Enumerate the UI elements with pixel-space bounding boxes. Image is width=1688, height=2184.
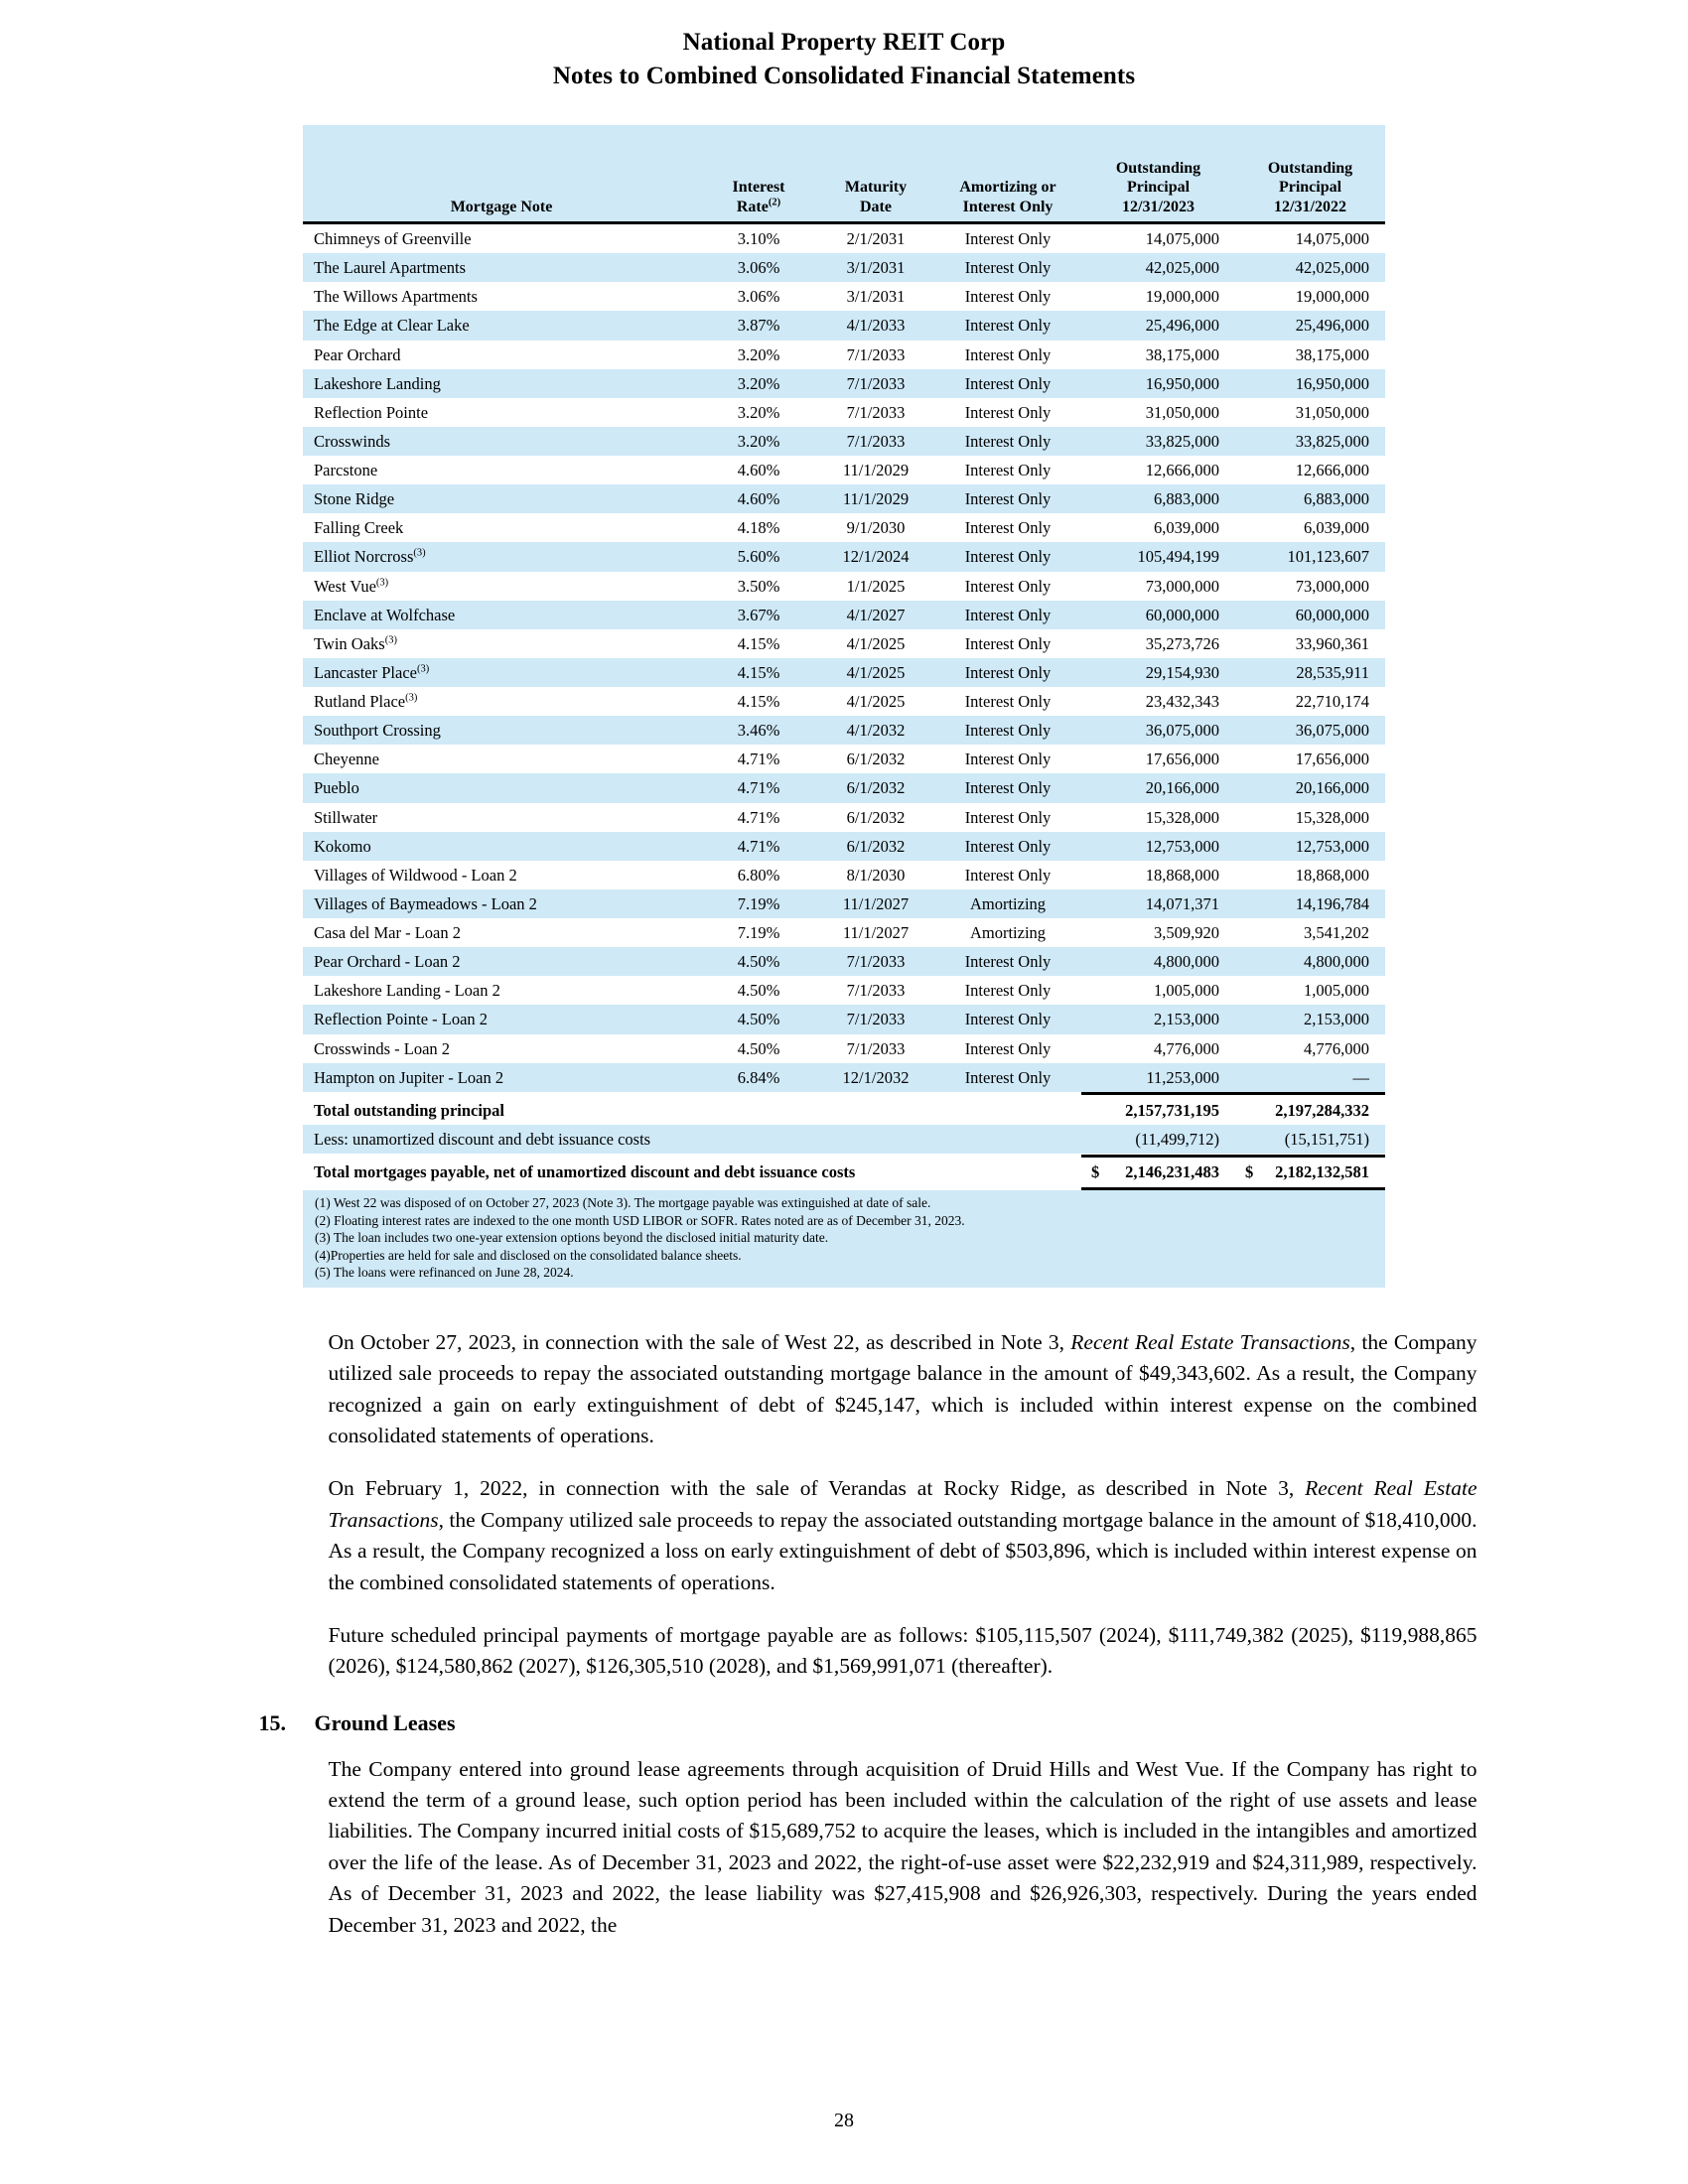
cell-amortizing-type: Interest Only xyxy=(934,832,1081,861)
cell-interest-rate: 7.19% xyxy=(700,889,817,918)
col-header-outstanding-principal-2023: Outstanding Principal 12/31/2023 xyxy=(1081,159,1235,220)
cell-amortizing-type: Interest Only xyxy=(934,282,1081,311)
cell-principal-2022: 3,541,202 xyxy=(1235,918,1385,947)
footnote-marker: (3) xyxy=(405,692,418,704)
table-row[interactable] xyxy=(303,832,1385,861)
cell-interest-rate: 3.46% xyxy=(700,716,817,745)
cell-principal-2022: 18,868,000 xyxy=(1235,861,1385,889)
table-row[interactable] xyxy=(303,513,1385,542)
less-unamortized-row xyxy=(303,1125,1385,1154)
cell-interest-rate: 4.50% xyxy=(700,1034,817,1063)
cell-principal-2022: 4,776,000 xyxy=(1235,1034,1385,1063)
cell-principal-2022: 28,535,911 xyxy=(1235,658,1385,687)
value-total-principal-2022: 2,197,284,332 xyxy=(1235,1096,1385,1125)
cell-principal-2022: 31,050,000 xyxy=(1235,398,1385,427)
cell-principal-2023: 4,800,000 xyxy=(1081,947,1235,976)
section-number: 15. xyxy=(258,1709,286,1735)
total-outstanding-principal-row xyxy=(303,1096,1385,1125)
table-row[interactable] xyxy=(303,282,1385,311)
cell-amortizing-type: Interest Only xyxy=(934,947,1081,976)
cell-maturity-date: 12/1/2032 xyxy=(817,1063,934,1092)
cell-interest-rate: 3.87% xyxy=(700,311,817,340)
value-total-principal-2023: 2,157,731,195 xyxy=(1081,1096,1235,1125)
cell-principal-2023: 38,175,000 xyxy=(1081,341,1235,369)
cell-interest-rate: 4.60% xyxy=(700,484,817,513)
cell-interest-rate: 4.50% xyxy=(700,1005,817,1033)
note-reference-italic-2: Recent Real Estate Transactions xyxy=(328,1476,1477,1532)
cell-maturity-date: 7/1/2033 xyxy=(817,976,934,1005)
table-row[interactable] xyxy=(303,687,1385,716)
cell-maturity-date: 9/1/2030 xyxy=(817,513,934,542)
table-row[interactable] xyxy=(303,1005,1385,1033)
cell-amortizing-type: Interest Only xyxy=(934,1034,1081,1063)
footnote-marker: (3) xyxy=(384,634,397,646)
cell-maturity-date: 11/1/2027 xyxy=(817,918,934,947)
cell-principal-2023: 20,166,000 xyxy=(1081,773,1235,802)
cell-maturity-date: 4/1/2032 xyxy=(817,716,934,745)
cell-principal-2022: 16,950,000 xyxy=(1235,369,1385,398)
col-header-amortizing-or-interest-only: Amortizing or Interest Only xyxy=(934,159,1081,220)
table-row[interactable] xyxy=(303,224,1385,253)
footnote-marker: (3) xyxy=(375,577,389,589)
cell-mortgage-note: Stone Ridge xyxy=(303,484,700,513)
cell-principal-2023: 2,153,000 xyxy=(1081,1005,1235,1033)
cell-maturity-date: 4/1/2033 xyxy=(817,311,934,340)
cell-mortgage-note: The Laurel Apartments xyxy=(303,253,700,282)
cell-interest-rate: 7.19% xyxy=(700,918,817,947)
cell-interest-rate: 3.20% xyxy=(700,427,817,456)
cell-principal-2022: 17,656,000 xyxy=(1235,745,1385,773)
cell-interest-rate: 3.10% xyxy=(700,224,817,253)
cell-interest-rate: 3.67% xyxy=(700,601,817,629)
cell-principal-2023: 29,154,930 xyxy=(1081,658,1235,687)
cell-amortizing-type: Interest Only xyxy=(934,745,1081,773)
cell-principal-2023: 23,432,343 xyxy=(1081,687,1235,716)
cell-principal-2023: 35,273,726 xyxy=(1081,629,1235,658)
cell-principal-2023: 11,253,000 xyxy=(1081,1063,1235,1092)
cell-mortgage-note: Pear Orchard xyxy=(303,341,700,369)
cell-amortizing-type: Interest Only xyxy=(934,398,1081,427)
paragraph-ground-leases: The Company entered into ground lease agreements through acquisition of Druid Hills and West Vue. If the Company has right to extend the term of a ground lease, such option period has been included within the calculation of the right of use assets and lease liabilities. The Company incurred initial costs of $15,689,752 to acquire the leases, which is included in the intangibles and amortized over the life of the lease. As of December 31, 2023 and 2022, the right-of-use asset were $22,232,919 and $24,311,989, respectively. As of December 31, 2023 and 2022, the lease liability was $27,415,908 and $26,926,303, respectively. During the years ended December 31, 2023 and 2022, the xyxy=(328,1756,1477,1937)
cell-maturity-date: 7/1/2033 xyxy=(817,1034,934,1063)
cell-amortizing-type: Interest Only xyxy=(934,716,1081,745)
table-row[interactable] xyxy=(303,976,1385,1005)
cell-maturity-date: 4/1/2025 xyxy=(817,687,934,716)
cell-mortgage-note: Reflection Pointe xyxy=(303,398,700,427)
cell-interest-rate: 4.71% xyxy=(700,745,817,773)
cell-amortizing-type: Interest Only xyxy=(934,629,1081,658)
cell-maturity-date: 11/1/2029 xyxy=(817,484,934,513)
label-total-outstanding-principal: Total outstanding principal xyxy=(303,1096,1081,1125)
cell-mortgage-note: Crosswinds xyxy=(303,427,700,456)
cell-interest-rate: 4.50% xyxy=(700,947,817,976)
cell-amortizing-type: Interest Only xyxy=(934,1005,1081,1033)
note-reference-italic-1: Recent Real Estate Transactions xyxy=(1070,1329,1350,1354)
cell-mortgage-note: Falling Creek xyxy=(303,513,700,542)
cell-principal-2023: 105,494,199 xyxy=(1081,542,1235,571)
cell-mortgage-note: Southport Crossing xyxy=(303,716,700,745)
cell-principal-2022: 20,166,000 xyxy=(1235,773,1385,802)
cell-principal-2023: 4,776,000 xyxy=(1081,1034,1235,1063)
col-header-interest-rate: Interest Rate$^{(2)}$ xyxy=(700,159,817,220)
cell-mortgage-note: Villages of Wildwood - Loan 2 xyxy=(303,861,700,889)
cell-amortizing-type: Interest Only xyxy=(934,341,1081,369)
cell-maturity-date: 6/1/2032 xyxy=(817,832,934,861)
table-row[interactable] xyxy=(303,542,1385,571)
footnote-marker: (3) xyxy=(413,547,426,559)
cell-maturity-date: 2/1/2031 xyxy=(817,224,934,253)
cell-maturity-date: 6/1/2032 xyxy=(817,803,934,832)
label-total-mortgages-payable: Total mortgages payable, net of unamortized discount and debt issuance costs xyxy=(303,1158,1081,1186)
cell-amortizing-type: Interest Only xyxy=(934,542,1081,571)
company-title: National Property REIT Corp xyxy=(682,29,1006,56)
table-footnotes xyxy=(303,1190,1385,1288)
section-title: Ground Leases xyxy=(314,1709,456,1735)
cell-principal-2022: 6,883,000 xyxy=(1235,484,1385,513)
cell-mortgage-note: Cheyenne xyxy=(303,745,700,773)
label-less-unamortized: Less: unamortized discount and debt issuance costs xyxy=(303,1125,1081,1154)
narrative-body xyxy=(211,1288,1477,1941)
cell-maturity-date: 7/1/2033 xyxy=(817,427,934,456)
cell-principal-2023: 73,000,000 xyxy=(1081,572,1235,601)
cell-principal-2023: 36,075,000 xyxy=(1081,716,1235,745)
cell-principal-2023: 1,005,000 xyxy=(1081,976,1235,1005)
cell-amortizing-type: Interest Only xyxy=(934,456,1081,484)
cell-amortizing-type: Interest Only xyxy=(934,773,1081,802)
cell-principal-2022: 60,000,000 xyxy=(1235,601,1385,629)
cell-principal-2023: 25,496,000 xyxy=(1081,311,1235,340)
mortgage-notes-table xyxy=(303,125,1385,1191)
cell-maturity-date: 7/1/2033 xyxy=(817,1005,934,1033)
paragraph-verandas-sale: On February 1, 2022, in connection with the sale of Verandas at Rocky Ridge, as described in Note 3, Recent Real Estate Transactions, the Company utilized sale proceeds to repay the associated outstanding mortgage balance in the amount of $18,410,000. As a result, the Company recognized a loss on early extinguishment of debt of $503,896, which is included within interest expense on the combined consolidated statements of operations. xyxy=(328,1476,1477,1594)
cell-amortizing-type: Interest Only xyxy=(934,253,1081,282)
table-row[interactable] xyxy=(303,947,1385,976)
cell-interest-rate: 4.50% xyxy=(700,976,817,1005)
table-row[interactable] xyxy=(303,456,1385,484)
table-row[interactable] xyxy=(303,398,1385,427)
col-header-mortgage-note: Mortgage Note xyxy=(303,159,700,220)
cell-interest-rate: 4.71% xyxy=(700,803,817,832)
cell-principal-2023: 31,050,000 xyxy=(1081,398,1235,427)
cell-mortgage-note: Rutland Place$^{(3)}$ xyxy=(303,687,700,716)
cell-interest-rate: 3.20% xyxy=(700,369,817,398)
footnote-line: (5) The loans were refinanced on June 28, 2024. xyxy=(315,1265,574,1281)
cell-maturity-date: 1/1/2025 xyxy=(817,572,934,601)
cell-principal-2022: 22,710,174 xyxy=(1235,687,1385,716)
cell-maturity-date: 7/1/2033 xyxy=(817,947,934,976)
cell-maturity-date: 3/1/2031 xyxy=(817,253,934,282)
cell-principal-2022: 2,153,000 xyxy=(1235,1005,1385,1033)
cell-principal-2023: 14,071,371 xyxy=(1081,889,1235,918)
cell-principal-2022: 33,960,361 xyxy=(1235,629,1385,658)
cell-mortgage-note: Villages of Baymeadows - Loan 2 xyxy=(303,889,700,918)
cell-interest-rate: 4.71% xyxy=(700,773,817,802)
page-number: 28 xyxy=(834,2110,854,2131)
total-mortgages-payable-row xyxy=(303,1158,1385,1186)
cell-amortizing-type: Interest Only xyxy=(934,658,1081,687)
footnote-line: (1) West 22 was disposed of on October 27, 2023 (Note 3). The mortgage payable was extinguished at date of sale. xyxy=(315,1195,931,1211)
table-row[interactable] xyxy=(303,311,1385,340)
cell-amortizing-type: Amortizing xyxy=(934,918,1081,947)
cell-amortizing-type: Interest Only xyxy=(934,861,1081,889)
cell-principal-2023: 6,039,000 xyxy=(1081,513,1235,542)
cell-amortizing-type: Interest Only xyxy=(934,976,1081,1005)
cell-principal-2022: 12,753,000 xyxy=(1235,832,1385,861)
cell-maturity-date: 4/1/2027 xyxy=(817,601,934,629)
cell-maturity-date: 8/1/2030 xyxy=(817,861,934,889)
cell-mortgage-note: Lakeshore Landing - Loan 2 xyxy=(303,976,700,1005)
cell-principal-2022: 14,196,784 xyxy=(1235,889,1385,918)
cell-amortizing-type: Interest Only xyxy=(934,572,1081,601)
cell-amortizing-type: Interest Only xyxy=(934,369,1081,398)
cell-mortgage-note: The Edge at Clear Lake xyxy=(303,311,700,340)
table-row[interactable] xyxy=(303,629,1385,658)
cell-mortgage-note: Hampton on Jupiter - Loan 2 xyxy=(303,1063,700,1092)
cell-principal-2022: 4,800,000 xyxy=(1235,947,1385,976)
cell-maturity-date: 7/1/2033 xyxy=(817,398,934,427)
cell-principal-2023: 33,825,000 xyxy=(1081,427,1235,456)
table-header xyxy=(303,125,1385,225)
document-header xyxy=(0,0,1688,93)
cell-mortgage-note: Lancaster Place$^{(3)}$ xyxy=(303,658,700,687)
table-header-row xyxy=(303,159,1385,220)
cell-principal-2023: 15,328,000 xyxy=(1081,803,1235,832)
table-row[interactable] xyxy=(303,773,1385,802)
cell-principal-2022: 38,175,000 xyxy=(1235,341,1385,369)
cell-amortizing-type: Interest Only xyxy=(934,484,1081,513)
cell-principal-2023: 12,666,000 xyxy=(1081,456,1235,484)
cell-principal-2023: 12,753,000 xyxy=(1081,832,1235,861)
value-net-2023: $ 2,146,231,483 xyxy=(1081,1158,1235,1186)
cell-amortizing-type: Interest Only xyxy=(934,687,1081,716)
table-row[interactable] xyxy=(303,484,1385,513)
footnote-marker-2: (2) xyxy=(768,197,781,208)
cell-interest-rate: 6.80% xyxy=(700,861,817,889)
cell-maturity-date: 3/1/2031 xyxy=(817,282,934,311)
footnote-marker: (3) xyxy=(416,663,430,675)
cell-principal-2022: — xyxy=(1235,1063,1385,1092)
cell-principal-2022: 12,666,000 xyxy=(1235,456,1385,484)
cell-amortizing-type: Interest Only xyxy=(934,601,1081,629)
cell-mortgage-note: Elliot Norcross$^{(3)}$ xyxy=(303,542,700,571)
table-row[interactable] xyxy=(303,427,1385,456)
cell-amortizing-type: Amortizing xyxy=(934,889,1081,918)
cell-amortizing-type: Interest Only xyxy=(934,427,1081,456)
cell-mortgage-note: The Willows Apartments xyxy=(303,282,700,311)
cell-mortgage-note: Crosswinds - Loan 2 xyxy=(303,1034,700,1063)
document-subtitle: Notes to Combined Consolidated Financial Statements xyxy=(552,62,1136,89)
cell-mortgage-note: West Vue$^{(3)}$ xyxy=(303,572,700,601)
cell-interest-rate: 6.84% xyxy=(700,1063,817,1092)
cell-mortgage-note: Pueblo xyxy=(303,773,700,802)
section-heading-ground-leases xyxy=(211,1710,1477,1736)
footnote-line: (2) Floating interest rates are indexed to the one month USD LIBOR or SOFR. Rates noted are as of December 31, 2023. xyxy=(315,1212,965,1228)
col-header-outstanding-principal-2022: Outstanding Principal 12/31/2022 xyxy=(1235,159,1385,220)
cell-principal-2022: 25,496,000 xyxy=(1235,311,1385,340)
cell-interest-rate: 4.15% xyxy=(700,687,817,716)
cell-interest-rate: 4.15% xyxy=(700,629,817,658)
cell-principal-2022: 42,025,000 xyxy=(1235,253,1385,282)
paragraph-future-payments: Future scheduled principal payments of mortgage payable are as follows: $105,115,507 (2024), $111,749,382 (2025), $119,988,865 (2026), $124,580,862 (2027), $126,305,510 (2028), and $1,569,991,071 (thereafter). xyxy=(328,1622,1477,1679)
cell-principal-2023: 42,025,000 xyxy=(1081,253,1235,282)
value-less-2023: (11,499,712) xyxy=(1081,1125,1235,1154)
cell-mortgage-note: Pear Orchard - Loan 2 xyxy=(303,947,700,976)
cell-maturity-date: 6/1/2032 xyxy=(817,745,934,773)
cell-principal-2022: 1,005,000 xyxy=(1235,976,1385,1005)
cell-maturity-date: 7/1/2033 xyxy=(817,341,934,369)
cell-interest-rate: 5.60% xyxy=(700,542,817,571)
cell-principal-2022: 6,039,000 xyxy=(1235,513,1385,542)
table-row[interactable] xyxy=(303,1063,1385,1092)
footnote-line: (3) The loan includes two one-year extension options beyond the disclosed initial maturity date. xyxy=(315,1230,829,1246)
cell-principal-2022: 19,000,000 xyxy=(1235,282,1385,311)
cell-principal-2023: 6,883,000 xyxy=(1081,484,1235,513)
cell-mortgage-note: Lakeshore Landing xyxy=(303,369,700,398)
footnote-line: (4)Properties are held for sale and disclosed on the consolidated balance sheets. xyxy=(315,1247,742,1263)
cell-interest-rate: 3.20% xyxy=(700,398,817,427)
cell-maturity-date: 12/1/2024 xyxy=(817,542,934,571)
cell-amortizing-type: Interest Only xyxy=(934,1063,1081,1092)
cell-principal-2022: 14,075,000 xyxy=(1235,224,1385,253)
cell-amortizing-type: Interest Only xyxy=(934,513,1081,542)
cell-mortgage-note: Casa del Mar - Loan 2 xyxy=(303,918,700,947)
table-row[interactable] xyxy=(303,572,1385,601)
paragraph-west22-sale: On October 27, 2023, in connection with the sale of West 22, as described in Note 3, Recent Real Estate Transactions, the Company utilized sale proceeds to repay the associated outstanding mortgage balance in the amount of $49,343,602. As a result, the Company recognized a gain on early extinguishment of debt of $245,147, which is included within interest expense on the combined consolidated statements of operations. xyxy=(328,1329,1477,1448)
cell-interest-rate: 3.50% xyxy=(700,572,817,601)
cell-principal-2022: 36,075,000 xyxy=(1235,716,1385,745)
cell-mortgage-note: Stillwater xyxy=(303,803,700,832)
cell-mortgage-note: Enclave at Wolfchase xyxy=(303,601,700,629)
cell-interest-rate: 3.20% xyxy=(700,341,817,369)
table-row[interactable] xyxy=(303,803,1385,832)
mortgage-table-container xyxy=(303,125,1385,1191)
cell-principal-2022: 33,825,000 xyxy=(1235,427,1385,456)
cell-interest-rate: 4.71% xyxy=(700,832,817,861)
cell-mortgage-note: Chimneys of Greenville xyxy=(303,224,700,253)
cell-amortizing-type: Interest Only xyxy=(934,224,1081,253)
cell-principal-2023: 17,656,000 xyxy=(1081,745,1235,773)
col-header-maturity-date: Maturity Date xyxy=(817,159,934,220)
cell-interest-rate: 4.60% xyxy=(700,456,817,484)
value-net-2022: $ 2,182,132,581 xyxy=(1235,1158,1385,1186)
cell-amortizing-type: Interest Only xyxy=(934,803,1081,832)
table-row[interactable] xyxy=(303,1034,1385,1063)
cell-maturity-date: 6/1/2032 xyxy=(817,773,934,802)
cell-principal-2023: 18,868,000 xyxy=(1081,861,1235,889)
value-less-2022: (15,151,751) xyxy=(1235,1125,1385,1154)
cell-maturity-date: 11/1/2029 xyxy=(817,456,934,484)
cell-maturity-date: 4/1/2025 xyxy=(817,658,934,687)
table-row[interactable] xyxy=(303,918,1385,947)
table-row[interactable] xyxy=(303,369,1385,398)
table-row[interactable] xyxy=(303,716,1385,745)
table-body xyxy=(303,224,1385,1190)
cell-principal-2023: 3,509,920 xyxy=(1081,918,1235,947)
cell-principal-2023: 16,950,000 xyxy=(1081,369,1235,398)
cell-interest-rate: 4.15% xyxy=(700,658,817,687)
cell-principal-2023: 14,075,000 xyxy=(1081,224,1235,253)
cell-principal-2023: 19,000,000 xyxy=(1081,282,1235,311)
cell-interest-rate: 4.18% xyxy=(700,513,817,542)
cell-mortgage-note: Reflection Pointe - Loan 2 xyxy=(303,1005,700,1033)
table-row[interactable] xyxy=(303,658,1385,687)
cell-mortgage-note: Parcstone xyxy=(303,456,700,484)
cell-mortgage-note: Twin Oaks$^{(3)}$ xyxy=(303,629,700,658)
table-row[interactable] xyxy=(303,889,1385,918)
table-row[interactable] xyxy=(303,253,1385,282)
cell-interest-rate: 3.06% xyxy=(700,253,817,282)
cell-amortizing-type: Interest Only xyxy=(934,311,1081,340)
table-row[interactable] xyxy=(303,745,1385,773)
table-row[interactable] xyxy=(303,861,1385,889)
cell-principal-2022: 101,123,607 xyxy=(1235,542,1385,571)
cell-mortgage-note: Kokomo xyxy=(303,832,700,861)
cell-maturity-date: 11/1/2027 xyxy=(817,889,934,918)
table-row[interactable] xyxy=(303,601,1385,629)
cell-maturity-date: 7/1/2033 xyxy=(817,369,934,398)
cell-principal-2022: 73,000,000 xyxy=(1235,572,1385,601)
cell-principal-2023: 60,000,000 xyxy=(1081,601,1235,629)
cell-maturity-date: 4/1/2025 xyxy=(817,629,934,658)
cell-principal-2022: 15,328,000 xyxy=(1235,803,1385,832)
cell-interest-rate: 3.06% xyxy=(700,282,817,311)
table-row[interactable] xyxy=(303,341,1385,369)
